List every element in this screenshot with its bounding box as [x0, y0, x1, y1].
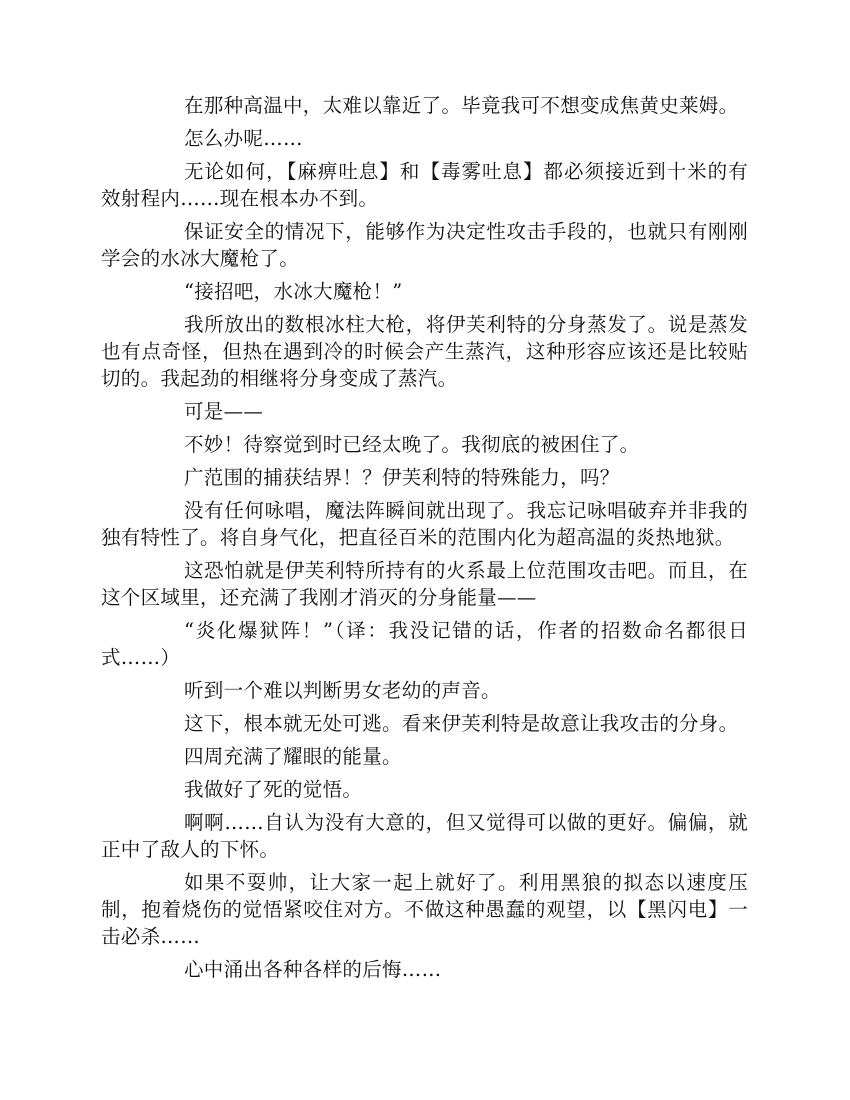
paragraph: 如果不耍帅，让大家一起上就好了。利用黑狼的拟态以速度压制，抱着烧伤的觉悟紧咬住对方。不做这种愚蠢的观望，以【黑闪电】一击必杀…… — [101, 871, 748, 948]
paragraph: 在那种高温中，太难以靠近了。毕竟我可不想变成焦黄史莱姆。 — [184, 94, 739, 117]
paragraph: 广范围的捕获结界！？伊芙利特的特殊能力，吗？ — [184, 466, 620, 489]
paragraph: “接招吧，水冰大魔枪！” — [184, 280, 403, 303]
document-page — [101, 92, 748, 989]
paragraph: 这下，根本就无处可逃。看来伊芙利特是故意让我攻击的分身。 — [184, 712, 739, 735]
paragraph: 听到一个难以判断男女老幼的声音。 — [184, 679, 501, 702]
paragraph: 怎么办呢…… — [184, 127, 303, 150]
paragraph: 我做好了死的觉悟。 — [184, 778, 363, 801]
paragraph: 无论如何，【麻痹吐息】和【毒雾吐息】都必须接近到十米的有效射程内……现在根本办不到。 — [101, 160, 748, 210]
paragraph: 没有任何咏唱，魔法阵瞬间就出现了。我忘记咏唱破弃并非我的独有特性了。将自身气化，把直径百米的范围内化为超高温的炎热地狱。 — [101, 499, 748, 549]
paragraph: 啊啊……自认为没有大意的，但又觉得可以做的更好。偏偏，就正中了敌人的下怀。 — [101, 811, 748, 861]
paragraph: “炎化爆狱阵！”（译：我没记错的话，作者的招数命名都很日式……） — [101, 619, 748, 669]
paragraph: 我所放出的数根冰柱大枪，将伊芙利特的分身蒸发了。说是蒸发也有点奇怪，但热在遇到冷的时候会产生蒸汽，这种形容应该还是比较贴切的。我起劲的相继将分身变成了蒸汽。 — [101, 313, 748, 390]
paragraph: 心中涌出各种各样的后悔…… — [184, 958, 442, 981]
paragraph: 保证安全的情况下，能够作为决定性攻击手段的，也就只有刚刚学会的水冰大魔枪了。 — [101, 220, 748, 270]
paragraph: 可是—— — [184, 400, 264, 423]
paragraph: 不妙！待察觉到时已经太晚了。我彻底的被困住了。 — [184, 433, 640, 456]
paragraph: 四周充满了耀眼的能量。 — [184, 745, 402, 768]
paragraph: 这恐怕就是伊芙利特所持有的火系最上位范围攻击吧。而且，在这个区域里，还充满了我刚才消灭的分身能量—— — [101, 559, 748, 609]
